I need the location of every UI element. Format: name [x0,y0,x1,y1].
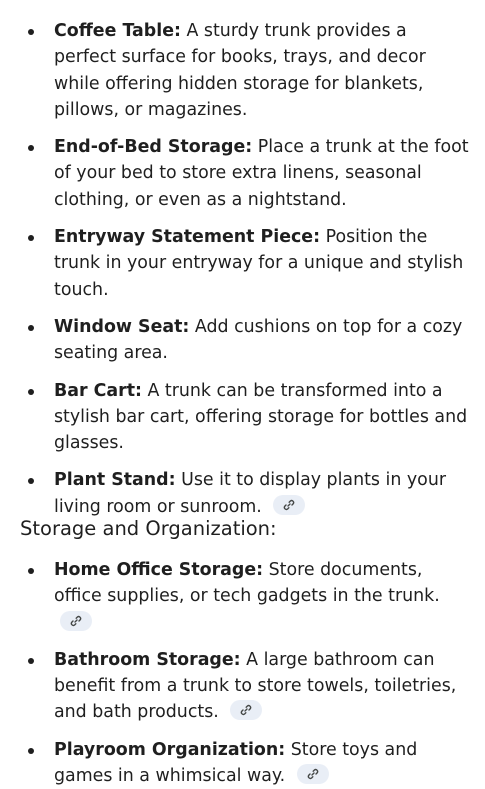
uses-list [0,18,485,520]
source-link-chip[interactable] [273,495,305,515]
item-label: Window Seat: [54,316,190,337]
item-label: Bar Cart: [54,380,142,401]
item-label: Entryway Statement Piece: [54,227,321,248]
source-link-chip[interactable] [60,611,92,631]
list-item [0,647,485,726]
item-text: A sturdy trunk provides a perfect surface for books, trays, and decor while offering hidden storage for blankets, pillows, or magazines. [54,21,426,120]
link-icon [283,499,295,511]
list-item [0,18,485,123]
item-label: Coffee Table: [54,21,181,41]
link-icon [307,768,319,780]
source-link-chip[interactable] [230,700,262,720]
list-item [0,314,485,367]
list-item [0,557,485,636]
item-text: Use it to display plants in your living room or sunroom. [54,470,446,517]
item-label: Plant Stand: [54,470,176,491]
link-icon [240,704,252,716]
item-label: End-of-Bed Storage: [54,137,253,158]
item-text: A large bathroom can benefit from a trunk to store towels, toiletries, and bath products. [54,649,457,723]
link-icon [70,615,82,627]
item-label: Bathroom Storage: [54,649,241,670]
list-item [0,737,485,789]
item-label: Playroom Organization: [54,739,286,760]
storage-list [0,557,485,789]
item-text: A trunk can be transformed into a stylish bar cart, offering storage for bottles and glasses. [54,380,468,454]
item-text: Store toys and games in a whimsical way. [54,739,418,787]
item-text: Add cushions on top for a cozy seating area. [54,316,463,364]
list-item [0,378,485,457]
list-item [0,134,485,213]
section-heading: Storage and Organization: [20,517,277,540]
item-text: Position the trunk in your entryway for a unique and stylish touch. [54,227,464,300]
item-text: Place a trunk at the foot of your bed to store extra linens, seasonal clothing, or even as a nightstand. [54,137,469,210]
source-link-chip[interactable] [297,764,329,784]
item-text: Store documents, office supplies, or tech gadgets in the trunk. [54,560,440,607]
list-item [0,224,485,303]
list-item [0,467,485,520]
item-label: Home Office Storage: [54,560,264,580]
